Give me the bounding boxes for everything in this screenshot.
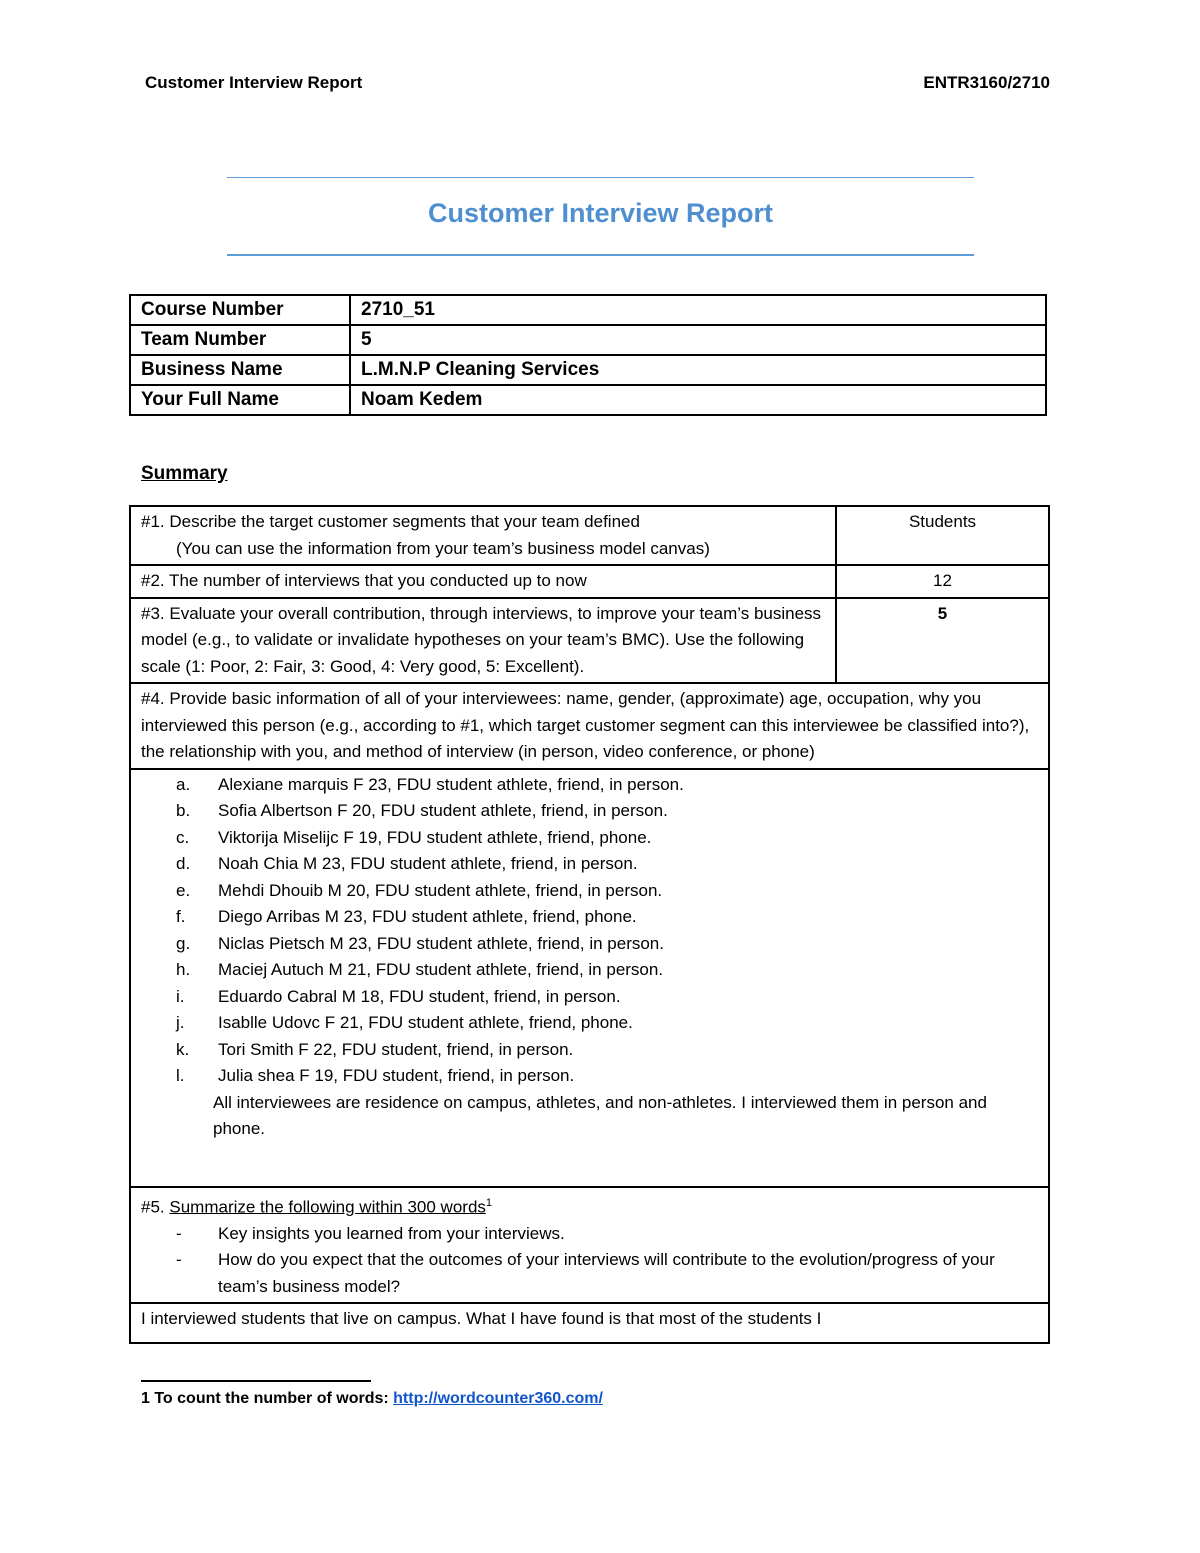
question-2-row <box>130 565 1049 598</box>
answer-2: 12 <box>836 565 1049 598</box>
list-item <box>141 957 1038 984</box>
info-value: 2710_51 <box>350 295 1046 325</box>
list-item-text: Tori Smith F 22, FDU student, friend, in person. <box>218 1039 574 1059</box>
answer-5: I interviewed students that live on campus. What I have found is that most of the students I <box>130 1303 1049 1343</box>
list-item <box>141 904 1038 931</box>
list-item <box>141 772 1038 799</box>
list-item <box>141 798 1038 825</box>
question-text: Describe the target customer segments that your team defined <box>164 512 640 531</box>
info-value: 5 <box>350 325 1046 355</box>
info-row <box>130 355 1046 385</box>
footnote <box>141 1390 603 1408</box>
interviewees-row <box>130 769 1049 1187</box>
title-rule-top <box>227 177 974 178</box>
list-marker: h. <box>176 960 191 979</box>
title-rule-bottom <box>227 254 974 256</box>
list-item-text: How do you expect that the outcomes of your interviews will contribute to the evolution/progress of your team’s business model? <box>218 1250 995 1296</box>
list-item <box>141 1037 1038 1064</box>
summary-table <box>129 505 1050 1344</box>
question-number: #2. <box>141 571 165 590</box>
answer-5-row <box>130 1303 1049 1343</box>
list-marker: d. <box>176 854 191 873</box>
running-header-title: Customer Interview Report <box>145 73 363 92</box>
interviewee-list <box>141 772 1038 1090</box>
list-item-text: Noah Chia M 23, FDU student athlete, friend, in person. <box>218 854 638 873</box>
info-row <box>130 325 1046 355</box>
dash-marker: - <box>176 1223 182 1243</box>
info-key: Your Full Name <box>130 385 350 415</box>
list-item <box>141 851 1038 878</box>
list-item-text: Mehdi Dhouib M 20, FDU student athlete, friend, in person. <box>218 880 663 900</box>
list-item <box>141 1247 1038 1300</box>
question-3 <box>130 598 836 684</box>
question-1-row <box>130 506 1049 565</box>
list-item-text: Maciej Autuch M 21, FDU student athlete, friend, in person. <box>218 960 664 979</box>
question-text: Provide basic information of all of your interviewees: name, gender, (approximate) age, occupation, why you interviewed this person (e.g., according to #1, which target customer segment can this interviewee be classified into?), the relationship with you, and method of interview (in person, video conference, or phone) <box>141 689 1030 761</box>
question-number: #1. <box>141 512 165 531</box>
info-value: Noam Kedem <box>350 385 1046 415</box>
list-item-text: Alexiane marquis F 23, FDU student athlete, friend, in person. <box>218 774 684 794</box>
q5-bullets <box>141 1221 1038 1301</box>
list-item <box>141 825 1038 852</box>
question-5-row <box>130 1187 1049 1304</box>
list-item-text: Sofia Albertson F 20, FDU student athlete, friend, in person. <box>218 801 668 820</box>
list-marker: f. <box>176 907 186 926</box>
question-number: #5. <box>141 1197 165 1217</box>
list-item <box>141 1063 1038 1090</box>
summary-heading: Summary <box>141 463 228 484</box>
info-key: Team Number <box>130 325 350 355</box>
dash-marker: - <box>176 1250 182 1270</box>
document-title: Customer Interview Report <box>427 198 774 228</box>
question-text: Summarize the following within 300 words <box>169 1197 486 1217</box>
footnote-label: 1 To count the number of words: <box>141 1390 394 1407</box>
list-item-text: Key insights you learned from your interviews. <box>218 1223 565 1243</box>
list-item <box>141 1010 1038 1037</box>
question-subtext: (You can use the information from your team’s business model canvas) <box>176 538 710 558</box>
info-row <box>130 385 1046 415</box>
info-key: Business Name <box>130 355 350 385</box>
list-marker: j. <box>176 1013 185 1032</box>
list-item <box>141 1221 1038 1248</box>
list-item-text: Viktorija Miselijc F 19, FDU student athlete, friend, phone. <box>218 827 652 847</box>
answer-3: 5 <box>836 598 1049 684</box>
wordcounter-link[interactable]: http://wordcounter360.com/ <box>393 1390 603 1407</box>
question-5 <box>130 1187 1049 1304</box>
list-item <box>141 984 1038 1011</box>
info-table <box>129 294 1047 416</box>
list-item <box>141 931 1038 958</box>
list-marker: k. <box>176 1039 190 1059</box>
info-value: L.M.N.P Cleaning Services <box>350 355 1046 385</box>
list-item-text: Julia shea F 19, FDU student, friend, in person. <box>218 1066 575 1085</box>
answer-1: Students <box>836 506 1049 565</box>
list-item-text: Eduardo Cabral M 18, FDU student, friend, in person. <box>218 986 621 1006</box>
list-marker: e. <box>176 880 191 900</box>
list-item-text: Diego Arribas M 23, FDU student athlete, friend, phone. <box>218 907 637 926</box>
interviewee-note: All interviewees are residence on campus, athletes, and non-athletes. I interviewed them in person and phone. <box>213 1092 987 1138</box>
question-text: Evaluate your overall contribution, through interviews, to improve your team’s business model (e.g., to validate or invalidate hypotheses on your team’s BMC). Use the following scale (1: Poor, 2: Fair, 3: Good, 4: Very good, 5: Excellent). <box>141 603 822 676</box>
question-3-row <box>130 598 1049 684</box>
question-number: #4. <box>141 689 165 708</box>
running-header-course: ENTR3160/2710 <box>923 73 1050 92</box>
footnote-ref: 1 <box>485 1196 493 1209</box>
info-key: Course Number <box>130 295 350 325</box>
list-item-text: Isablle Udovc F 21, FDU student athlete, friend, phone. <box>218 1013 633 1032</box>
list-item <box>141 878 1038 905</box>
info-row <box>130 295 1046 325</box>
list-marker: a. <box>176 774 191 794</box>
question-2 <box>130 565 836 598</box>
question-text: The number of interviews that you conducted up to now <box>164 571 587 590</box>
list-marker: g. <box>176 933 191 953</box>
question-number: #3. <box>141 603 165 623</box>
list-marker: c. <box>176 827 190 847</box>
list-marker: l. <box>176 1066 185 1085</box>
question-4-row <box>130 683 1049 769</box>
list-item-text: Niclas Pietsch M 23, FDU student athlete, friend, in person. <box>218 933 664 953</box>
question-1 <box>130 506 836 565</box>
interviewee-list-cell <box>130 769 1049 1187</box>
list-marker: b. <box>176 801 191 820</box>
footnote-separator <box>141 1380 371 1382</box>
list-marker: i. <box>176 986 185 1006</box>
question-4 <box>130 683 1049 769</box>
